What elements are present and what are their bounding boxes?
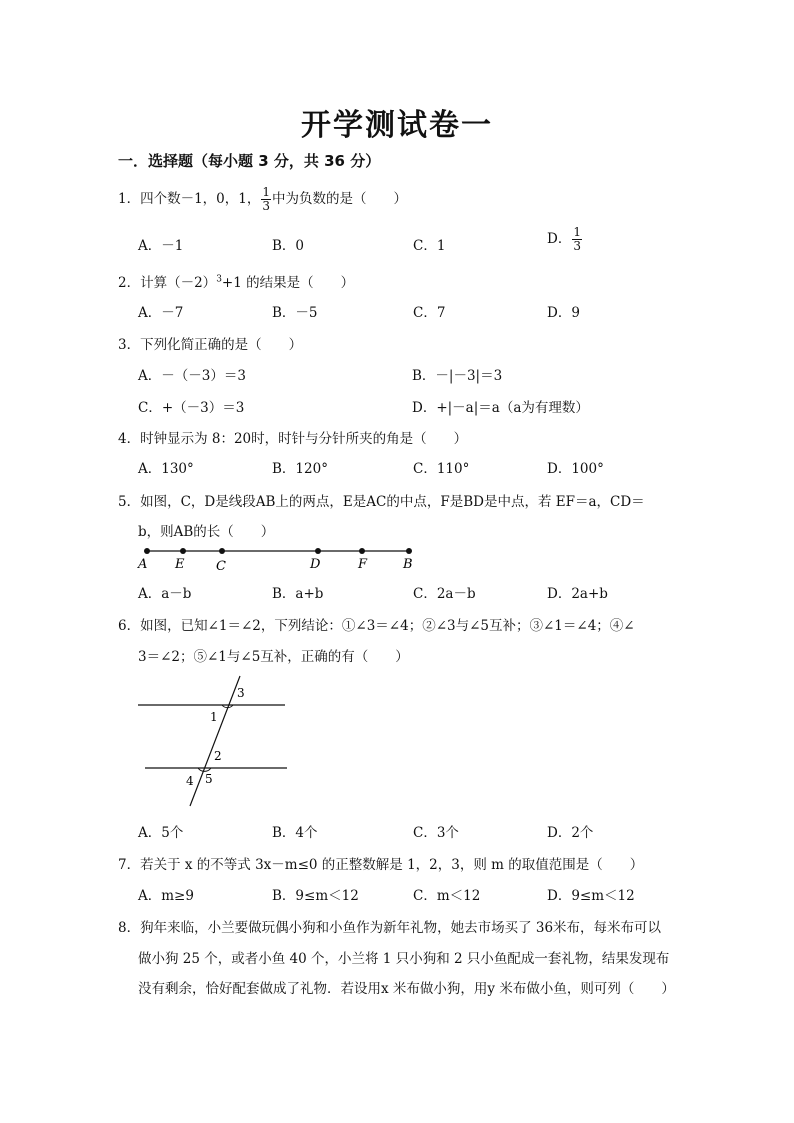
q5-option-a[interactable]: A．a－b — [138, 586, 192, 602]
question-7-stem: 7．若关于 x 的不等式 3x－m≤0 的正整数解是 1，2，3，则 m 的取值范围是（ ） — [118, 857, 644, 873]
point-d — [315, 548, 321, 554]
question-4-stem: 4．时钟显示为 8：20时，时针与分针所夹的角是（ ） — [118, 431, 468, 447]
label-e: E — [175, 557, 185, 572]
q4-option-d[interactable]: D．100° — [547, 461, 604, 477]
page-title: 开学测试卷一 — [301, 108, 493, 143]
angle-label-1: 1 — [210, 710, 218, 724]
question-5-line-1: 5．如图，C，D是线段AB上的两点，E是AC的中点，F是BD是中点，若 EF＝a，CD＝ — [118, 494, 645, 510]
q6-option-b[interactable]: B．4个 — [272, 825, 318, 841]
point-b — [406, 548, 412, 554]
q1-pre: 1．四个数－1，0，1， — [118, 191, 261, 207]
point-f — [359, 548, 365, 554]
q1-fraction — [261, 186, 271, 213]
q3-option-d[interactable]: D．+|－a|＝a（a为有理数） — [412, 400, 589, 416]
q2-option-c[interactable]: C．7 — [413, 305, 446, 321]
question-6-line-2: 3＝∠2；⑤∠1与∠5互补，正确的有（ ） — [138, 649, 409, 665]
q3-option-a[interactable]: A．－（－3）＝3 — [138, 368, 246, 384]
question-6-line-1: 6．如图，已知∠1＝∠2，下列结论：①∠3＝∠4；②∠3与∠5互补；③∠1＝∠4；④∠ — [118, 618, 635, 634]
q6-option-a[interactable]: A．5个 — [138, 825, 184, 841]
label-b: B — [403, 557, 413, 572]
transversal-line — [190, 676, 240, 806]
section-heading: 一．选择题（每小题 3 分，共 36 分） — [118, 152, 381, 170]
parallel-lines-figure — [130, 672, 300, 812]
q2-exponent: 3 — [216, 274, 222, 285]
q2-option-d[interactable]: D．9 — [547, 305, 580, 321]
question-2-stem — [118, 271, 354, 291]
q4-option-a[interactable]: A．130° — [138, 461, 194, 477]
q4-option-c[interactable]: C．110° — [413, 461, 470, 477]
q5-option-d[interactable]: D．2a+b — [547, 586, 608, 602]
q5-option-b[interactable]: B．a+b — [272, 586, 324, 602]
angle-label-4: 4 — [186, 774, 194, 788]
q7-option-a[interactable]: A．m≥9 — [138, 888, 194, 904]
q1-d-fraction — [572, 226, 582, 253]
q1-d-den: 3 — [573, 239, 581, 253]
q6-option-d[interactable]: D．2个 — [547, 825, 594, 841]
label-a: A — [138, 557, 148, 572]
question-8-line-1: 8．狗年来临，小兰要做玩偶小狗和小鱼作为新年礼物，她去市场买了 36米布，每米布可以 — [118, 920, 662, 936]
question-5-line-2: b，则AB的长（ ） — [138, 524, 275, 540]
q7-option-c[interactable]: C．m＜12 — [413, 888, 481, 904]
label-c: C — [216, 559, 226, 574]
q1-d-pre: D． — [547, 231, 572, 247]
question-8-line-2: 做小狗 25 个，或者小鱼 40 个，小兰将 1 只小狗和 2 只小鱼配成一套礼物，结果发现布 — [138, 951, 670, 967]
angle-label-3: 3 — [237, 686, 245, 700]
angle-label-5: 5 — [205, 772, 213, 786]
q7-option-b[interactable]: B．9≤m＜12 — [272, 888, 359, 904]
q1-option-a[interactable]: A．－1 — [138, 238, 184, 254]
q3-option-b[interactable]: B．－|－3|＝3 — [412, 368, 503, 384]
q3-option-c[interactable]: C．+（－3）＝3 — [138, 400, 245, 416]
point-e — [180, 548, 186, 554]
point-c — [219, 548, 225, 554]
label-f: F — [358, 557, 368, 572]
q1-d-num: 1 — [573, 225, 581, 239]
q1-option-b[interactable]: B．0 — [272, 238, 305, 254]
question-3-stem: 3．下列化简正确的是（ ） — [118, 337, 303, 353]
q6-option-c[interactable]: C．3个 — [413, 825, 459, 841]
q1-option-d[interactable] — [547, 226, 583, 253]
q2-pre: 2．计算（－2） — [118, 275, 217, 291]
q1-frac-num: 1 — [262, 185, 270, 199]
segment-figure — [130, 540, 430, 574]
question-1-stem — [118, 186, 407, 213]
q1-option-c[interactable]: C．1 — [413, 238, 446, 254]
q1-post: 中为负数的是（ ） — [272, 191, 407, 207]
angle-label-2: 2 — [214, 749, 222, 763]
point-a — [144, 548, 150, 554]
question-8-line-3: 没有剩余，恰好配套做成了礼物．若设用x 米布做小狗，用y 米布做小鱼，则可列（ ） — [138, 981, 675, 997]
q2-option-a[interactable]: A．－7 — [138, 305, 184, 321]
q7-option-d[interactable]: D．9≤m＜12 — [547, 888, 635, 904]
q4-option-b[interactable]: B．120° — [272, 461, 328, 477]
q1-frac-den: 3 — [262, 199, 270, 213]
q2-post: +1 的结果是（ ） — [221, 275, 355, 291]
q2-option-b[interactable]: B．－5 — [272, 305, 318, 321]
q5-option-c[interactable]: C．2a－b — [413, 586, 476, 602]
label-d: D — [310, 557, 321, 572]
